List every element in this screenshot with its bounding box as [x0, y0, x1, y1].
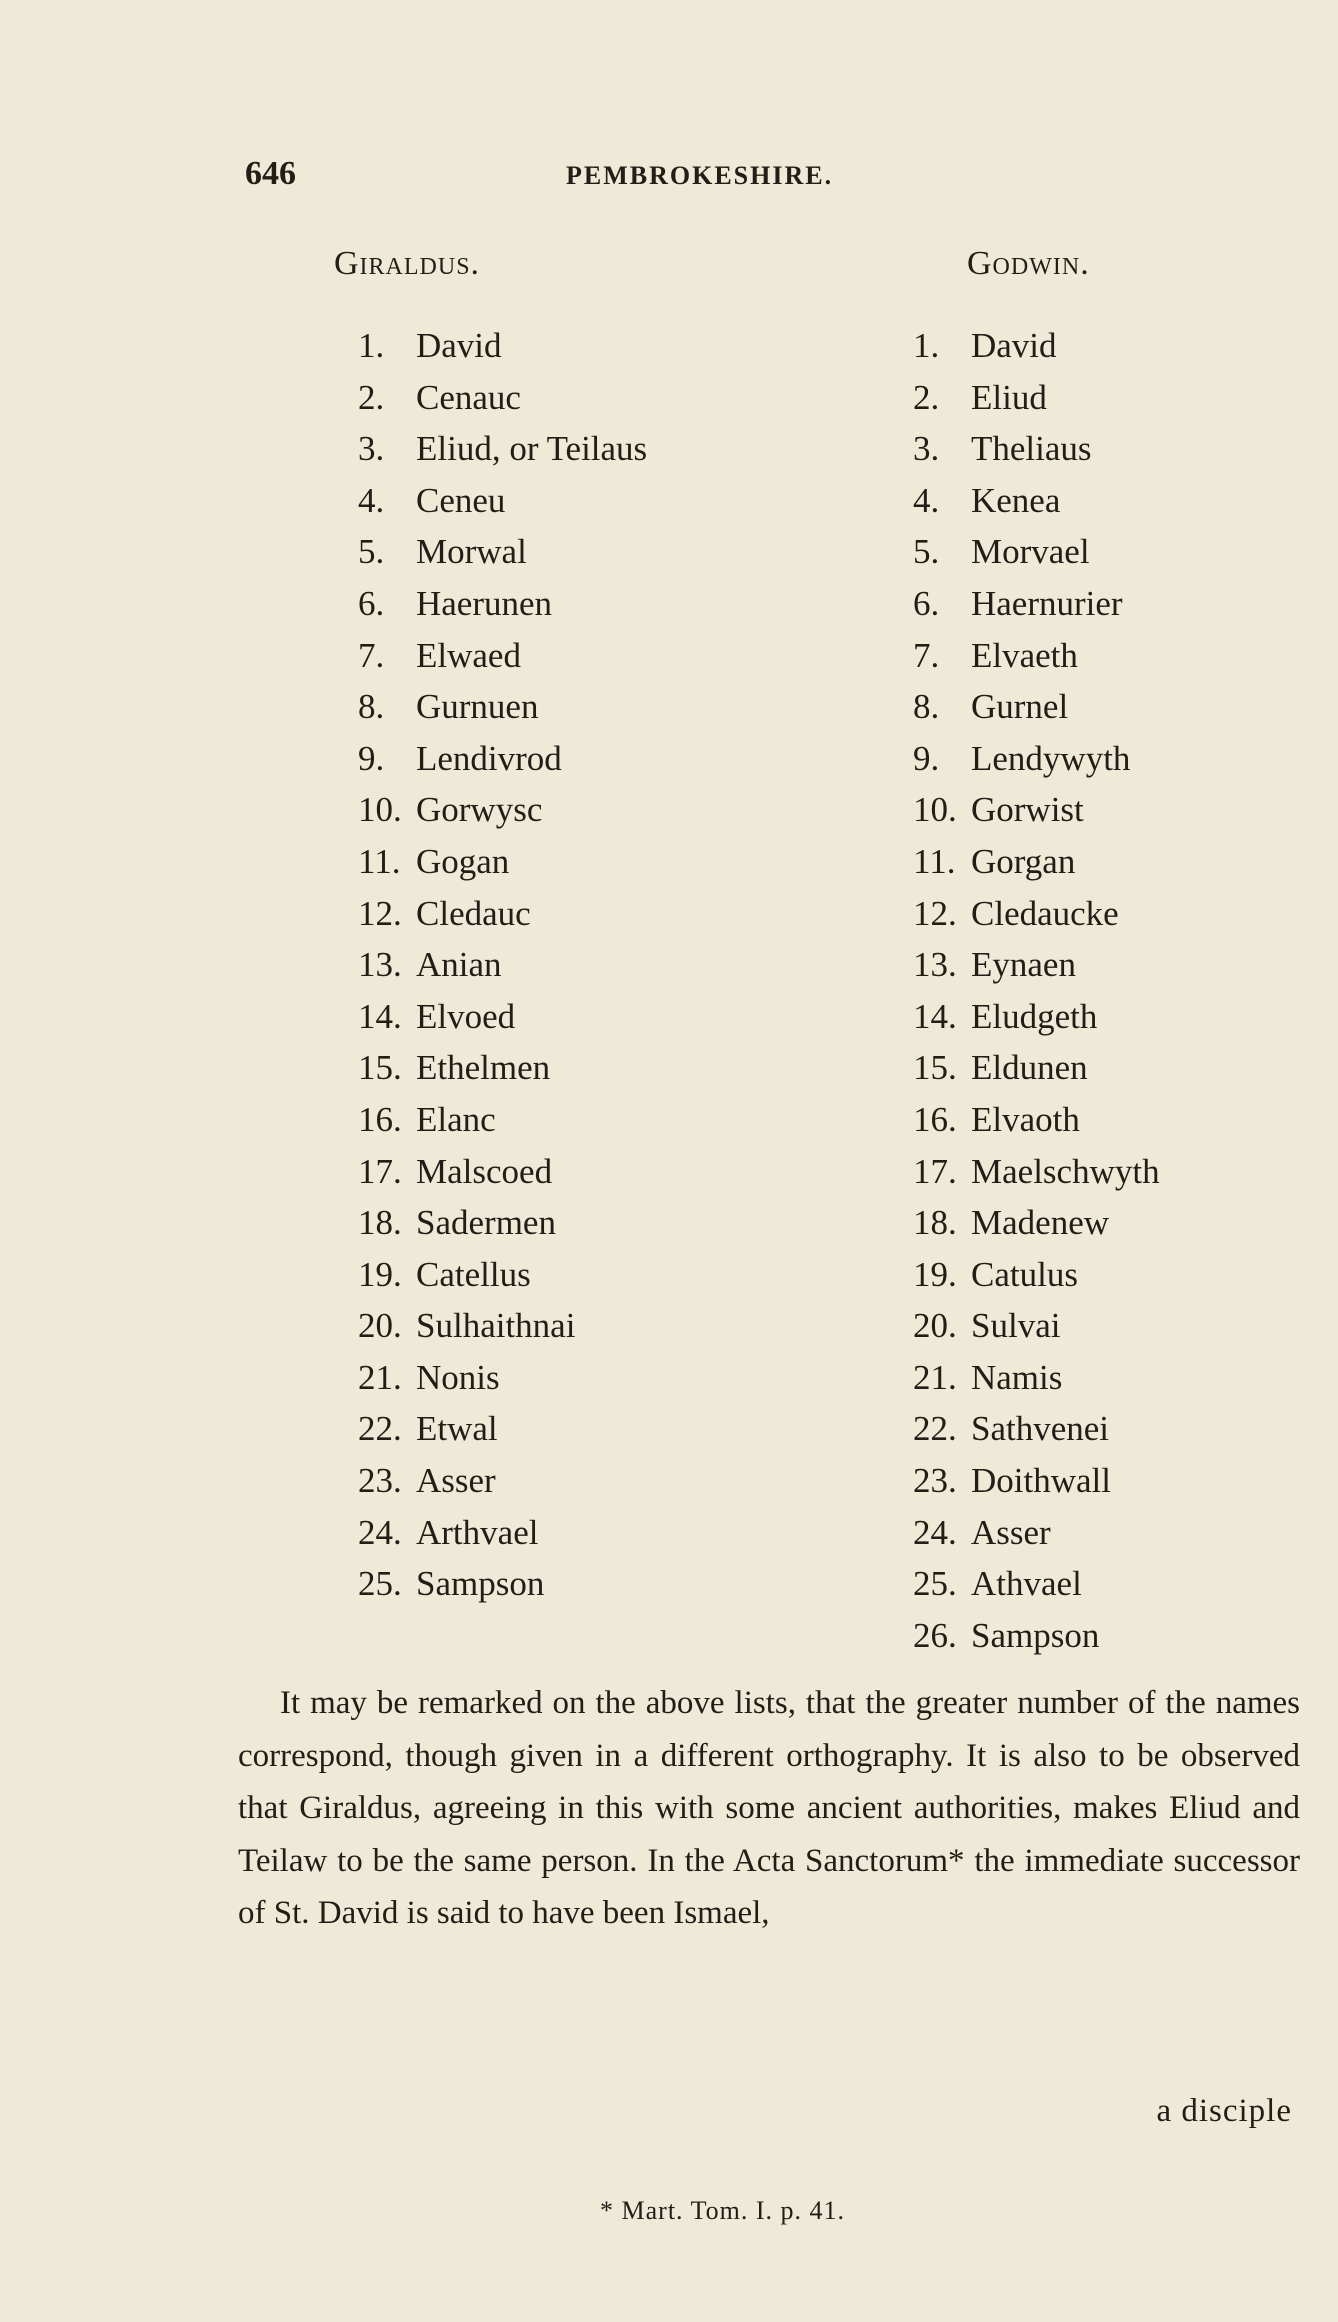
list-item: [358, 423, 647, 475]
list-item: [358, 1249, 647, 1301]
list-item-number: 11.: [913, 841, 956, 881]
list-item-number: 20.: [358, 1306, 402, 1346]
list-item: [358, 733, 647, 785]
list-item-number: 5.: [913, 532, 940, 572]
list-item-name: Madenew: [971, 1203, 1110, 1243]
list-item-number: 7.: [913, 635, 940, 675]
list-item: [358, 1455, 647, 1507]
list-item: [913, 784, 1160, 836]
list-item-name: Gorgan: [971, 841, 1076, 881]
list-item-number: 7.: [358, 635, 385, 675]
list-item: [913, 630, 1160, 682]
list-item-name: Elvaoth: [971, 1099, 1080, 1139]
footnote: * Mart. Tom. I. p. 41.: [600, 2196, 846, 2225]
list-item-name: Namis: [971, 1357, 1063, 1397]
list-item-number: 10.: [913, 790, 957, 830]
list-item-name: Eludgeth: [971, 996, 1098, 1036]
list-item: [358, 1558, 647, 1610]
list-item: [358, 784, 647, 836]
list-item-name: David: [971, 326, 1057, 365]
list-item: [358, 1507, 647, 1559]
list-item: [358, 1403, 647, 1455]
paragraph-text: It may be remarked on the above lists, that the greater number of the names correspond, though given in a different orthography. It is also to be observed that Giraldus, agreeing in this with some ancient authorities, makes Eliud and Teilaw to be the same person. In the Acta Sanctorum* the immediate successor of St. David is said to have been Ismael,: [238, 1685, 1300, 1931]
list-item-number: 3.: [358, 429, 385, 469]
list-item-name: Lendivrod: [416, 738, 562, 778]
list-item-number: 2.: [358, 377, 385, 417]
list-item: [913, 1455, 1160, 1507]
list-item-name: Doithwall: [971, 1461, 1111, 1501]
list-item: [913, 1197, 1160, 1249]
list-item-name: Asser: [416, 1461, 496, 1501]
list-item-number: 24.: [913, 1512, 957, 1552]
list-item: [913, 836, 1160, 888]
list-item: [913, 939, 1160, 991]
list-item: [358, 991, 647, 1043]
list-item: [913, 1507, 1160, 1559]
list-item-number: 8.: [913, 687, 940, 727]
list-item-name: Elwaed: [416, 635, 521, 675]
list-item: [913, 1610, 1160, 1662]
list-item-number: 1.: [913, 326, 940, 365]
list-item-number: 12.: [913, 893, 957, 933]
list-item-number: 15.: [913, 1048, 957, 1088]
list-item-name: Lendywyth: [971, 738, 1131, 778]
list-item: [913, 320, 1160, 372]
list-item-name: Sulhaithnai: [416, 1306, 576, 1346]
list-item-name: Arthvael: [416, 1512, 539, 1552]
list-item-name: Asser: [971, 1512, 1051, 1552]
list-item-name: Gorwist: [971, 790, 1084, 830]
list-item: [358, 836, 647, 888]
list-item-number: 6.: [358, 583, 385, 623]
list-item-name: Cledaucke: [971, 893, 1119, 933]
list-item-name: Morwal: [416, 532, 527, 572]
list-item-name: Gurnuen: [416, 687, 539, 727]
list-item: [913, 1146, 1160, 1198]
list-item: [358, 681, 647, 733]
list-item-number: 21.: [358, 1357, 402, 1397]
list-item-number: 2.: [913, 377, 940, 417]
list-item-number: 4.: [358, 480, 385, 520]
list-item-name: Gorwysc: [416, 790, 543, 830]
list-item-number: 25.: [358, 1564, 402, 1604]
list-item-name: Malscoed: [416, 1151, 553, 1191]
list-item-name: Catellus: [416, 1254, 531, 1294]
list-item: [913, 1249, 1160, 1301]
list-item: [358, 1042, 647, 1094]
list-item: [358, 578, 647, 630]
list-item: [913, 372, 1160, 424]
list-item: [358, 888, 647, 940]
list-item-number: 24.: [358, 1512, 402, 1552]
list-item-number: 20.: [913, 1306, 957, 1346]
list-item: [913, 888, 1160, 940]
list-item-name: Sadermen: [416, 1203, 556, 1243]
list-item-name: Theliaus: [971, 429, 1092, 469]
list-item-number: 9.: [913, 738, 940, 778]
list-item-name: Morvael: [971, 532, 1090, 572]
list-item-name: Kenea: [971, 480, 1061, 520]
list-item-number: 6.: [913, 583, 940, 623]
list-item: [913, 1558, 1160, 1610]
page-header: [0, 155, 1338, 195]
list-item-number: 11.: [358, 841, 401, 881]
list-item-number: 17.: [913, 1151, 957, 1191]
list-item-number: 14.: [913, 996, 957, 1036]
list-item-number: 1.: [358, 326, 385, 365]
list-item: [358, 1197, 647, 1249]
giraldus-list: [358, 320, 647, 1610]
list-item: [913, 475, 1160, 527]
list-item-number: 13.: [913, 945, 957, 985]
list-item-name: Maelschwyth: [971, 1151, 1160, 1191]
list-item-number: 10.: [358, 790, 402, 830]
list-item: [358, 939, 647, 991]
list-item-name: Eynaen: [971, 945, 1076, 985]
list-item-number: 15.: [358, 1048, 402, 1088]
list-item-number: 21.: [913, 1357, 957, 1397]
list-item-number: 22.: [913, 1409, 957, 1449]
list-item-number: 5.: [358, 532, 385, 572]
list-item-name: Ceneu: [416, 480, 506, 520]
list-item-name: Sulvai: [971, 1306, 1061, 1346]
list-item: [913, 1094, 1160, 1146]
list-item: [358, 526, 647, 578]
list-item-name: Etwal: [416, 1409, 498, 1449]
list-item-name: Gurnel: [971, 687, 1069, 727]
list-item-name: Haerunen: [416, 583, 553, 623]
page-number: 646: [245, 155, 296, 192]
list-item-number: 23.: [913, 1461, 957, 1501]
list-item: [913, 578, 1160, 630]
running-head: PEMBROKESHIRE.: [566, 161, 834, 190]
list-item: [358, 475, 647, 527]
list-item-name: Nonis: [416, 1357, 500, 1397]
list-item: [913, 1352, 1160, 1404]
list-item-number: 13.: [358, 945, 402, 985]
list-item-name: Gogan: [416, 841, 510, 881]
list-item: [358, 1300, 647, 1352]
list-item: [358, 320, 647, 372]
list-item: [913, 733, 1160, 785]
list-item: [913, 423, 1160, 475]
list-item: [913, 681, 1160, 733]
list-item: [358, 1352, 647, 1404]
list-item-name: Ethelmen: [416, 1048, 551, 1088]
list-item-name: Cenauc: [416, 377, 521, 417]
catchword: a disciple: [1156, 2093, 1292, 2129]
list-item-name: Athvael: [971, 1564, 1082, 1604]
list-item-number: 18.: [913, 1203, 957, 1243]
list-item-number: 17.: [358, 1151, 402, 1191]
list-item: [358, 1094, 647, 1146]
list-item-name: Elvoed: [416, 996, 516, 1036]
list-item: [913, 1403, 1160, 1455]
list-item-number: 16.: [913, 1099, 957, 1139]
list-item-number: 3.: [913, 429, 940, 469]
godwin-heading: Godwin.: [967, 245, 1090, 282]
list-item-number: 19.: [358, 1254, 402, 1294]
list-item-name: Catulus: [971, 1254, 1078, 1294]
list-item-number: 4.: [913, 480, 940, 520]
list-item-name: Sampson: [971, 1615, 1100, 1655]
list-item-name: Cledauc: [416, 893, 531, 933]
list-item-number: 16.: [358, 1099, 402, 1139]
list-item-name: Haernurier: [971, 583, 1123, 623]
list-item-name: Elvaeth: [971, 635, 1078, 675]
list-item-number: 12.: [358, 893, 402, 933]
list-item-number: 19.: [913, 1254, 957, 1294]
godwin-list: [913, 320, 1160, 1661]
list-item: [913, 1300, 1160, 1352]
list-item: [913, 1042, 1160, 1094]
list-item-number: 25.: [913, 1564, 957, 1604]
list-item-name: Eliud, or Teilaus: [416, 429, 648, 469]
list-item-number: 22.: [358, 1409, 402, 1449]
list-item-name: Sampson: [416, 1564, 545, 1604]
list-item: [913, 991, 1160, 1043]
list-item-number: 26.: [913, 1615, 957, 1655]
body-paragraph: [238, 1677, 1300, 1940]
giraldus-heading: Giraldus.: [334, 245, 481, 282]
list-item-name: Elanc: [416, 1099, 496, 1139]
list-item-name: Sathvenei: [971, 1409, 1110, 1449]
list-item-name: David: [416, 326, 502, 365]
list-item: [358, 1146, 647, 1198]
list-item-name: Eliud: [971, 377, 1047, 417]
list-item-number: 23.: [358, 1461, 402, 1501]
list-item: [358, 372, 647, 424]
list-item: [358, 630, 647, 682]
list-item-number: 18.: [358, 1203, 402, 1243]
list-item: [913, 526, 1160, 578]
list-item-number: 9.: [358, 738, 385, 778]
list-item-name: Eldunen: [971, 1048, 1088, 1088]
list-item-number: 14.: [358, 996, 402, 1036]
list-item-name: Anian: [416, 945, 502, 985]
list-item-number: 8.: [358, 687, 385, 727]
